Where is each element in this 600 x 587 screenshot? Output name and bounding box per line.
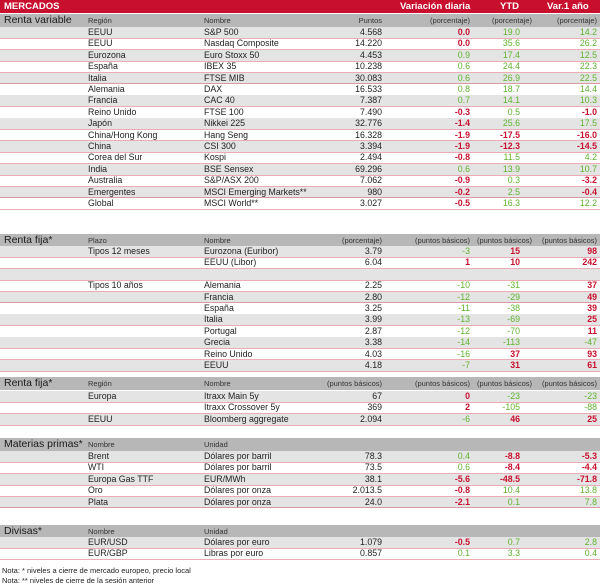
row-one-year: 242 [582,257,597,268]
row-one-year: -88 [584,402,597,413]
row-value: 73.5 [364,462,382,473]
row-divider [0,425,600,426]
row-name: Hang Seng [204,129,249,140]
row-name: FTSE 100 [204,106,244,117]
row-one-year: -23 [584,391,597,401]
row-name: Euro Stoxx 50 [204,49,260,60]
row-name: BSE Sensex [204,163,254,174]
row-value: 24.0 [364,496,382,507]
row-value: 4.03 [364,348,382,359]
row-daily-change: 0.4 [457,451,470,461]
row-value: 2.494 [359,152,382,163]
table-row [0,61,600,72]
table-row [0,27,600,38]
row-value: 0.857 [359,548,382,559]
row-daily-change: -11 [457,303,470,313]
row-value: 4.18 [364,360,382,370]
row-name: Dólares por barril [204,451,272,461]
row-label: Reino Unido [88,106,137,117]
renta-fija-tipos-col-header: Plazo [88,236,107,245]
row-daily-change: -7 [462,360,470,370]
row-daily-change: -0.5 [454,537,470,547]
renta-fija-tipos-col-header: (porcentaje) [341,236,382,245]
row-value: 7.490 [359,106,382,117]
table-row [0,292,600,303]
row-name: Dólares por euro [204,537,270,547]
row-value: 67 [372,391,382,401]
renta-fija-tipos-col-header: Nombre [204,236,231,245]
row-ytd: 14.1 [502,95,520,106]
row-label: Italia [88,72,107,83]
row-name: EEUU [204,360,229,370]
table-row [0,152,600,163]
row-one-year: 93 [587,348,597,359]
row-daily-change: -0.8 [454,485,470,496]
row-value: 2.80 [364,291,382,302]
renta-variable-header [0,14,600,27]
row-value: 1.079 [359,537,382,547]
row-name: CAC 40 [204,95,235,106]
row-divider [0,507,600,508]
renta-fija-credito-col-header: (puntos básicos) [541,379,597,388]
daily-change-header: Variación diaria [400,1,471,12]
table-row [0,451,600,462]
row-daily-change: -0.8 [454,152,470,163]
markets-header-bar [0,0,600,13]
row-value: 4.568 [359,27,382,37]
row-one-year: 22.5 [579,72,597,83]
row-value: 6.04 [364,257,382,268]
row-one-year: 13.8 [579,485,597,496]
row-name: IBEX 35 [204,61,237,72]
row-label: Plata [88,496,109,507]
renta-variable-col-header: (porcentaje) [556,16,597,25]
row-value: 3.25 [364,303,382,313]
table-row [0,474,600,485]
row-daily-change: 0.6 [457,72,470,83]
row-ytd: 19.0 [502,27,520,37]
row-label: Brent [88,451,110,461]
table-row [0,314,600,325]
row-ytd: 10.4 [502,485,520,496]
row-name: Italia [204,314,223,325]
row-ytd: 46 [510,413,520,424]
row-daily-change: -0.9 [454,175,470,186]
renta-variable-col-header: Nombre [204,16,231,25]
row-name: Nikkei 225 [204,118,246,129]
row-ytd: 0.1 [507,496,520,507]
table-row [0,497,600,508]
row-name: Libras por euro [204,548,264,559]
row-ytd: 15 [510,246,520,256]
row-daily-change: -0.3 [454,106,470,117]
row-one-year: 49 [587,291,597,302]
row-value: 16.533 [355,84,382,94]
row-daily-change: -3 [462,246,470,256]
row-daily-change: -6 [462,413,470,424]
row-label: China [88,141,111,151]
row-value: 3.394 [359,141,382,151]
row-name: Itraxx Main 5y [204,391,259,401]
row-label: Eurozona [88,49,126,60]
row-value: 10.238 [355,61,382,72]
row-label: China/Hong Kong [88,129,158,140]
row-value: 4.453 [359,49,382,60]
renta-variable-col-header: (porcentaje) [491,16,532,25]
row-one-year: -0.4 [581,186,597,197]
row-daily-change: 0.1 [457,548,470,559]
row-label: Australia [88,175,123,186]
row-label: EEUU [88,27,113,37]
row-name: CSI 300 [204,141,236,151]
row-name: S&P/ASX 200 [204,175,259,186]
row-label: Europa Gas TTF [88,473,154,484]
row-ytd: 2.5 [507,186,520,197]
row-daily-change: -14 [457,337,470,348]
row-one-year: -47 [584,337,597,348]
row-daily-change: 0.0 [457,27,470,37]
table-row [0,349,600,360]
renta-variable-title: Renta variable [4,14,72,26]
row-daily-change: 0.0 [457,38,470,49]
row-label: Alemania [88,84,125,94]
one-year-header: Var.1 año [547,1,589,12]
table-row [0,187,600,198]
row-one-year: 7.8 [584,496,597,507]
renta-variable-col-header: Puntos [358,16,382,25]
row-name: MSCI World** [204,198,259,208]
row-one-year: 26.2 [579,38,597,49]
renta-variable-col-header: Región [88,16,112,25]
row-daily-change: 0.7 [457,95,470,106]
divisas-title: Divisas* [4,525,42,537]
row-value: 2.094 [359,413,382,424]
row-name: Itraxx Crossover 5y [204,402,280,413]
row-one-year: 37 [587,280,597,291]
row-daily-change: -0.2 [454,186,470,197]
row-label: Emergentes [88,186,136,197]
row-one-year: -14.5 [576,141,597,151]
row-name: Portugal [204,325,237,336]
table-row [0,280,600,291]
row-label: EEUU [88,413,113,424]
row-name: Kospi [204,152,227,163]
row-daily-change: -10 [457,280,470,291]
table-row [0,84,600,95]
row-ytd: -17.5 [499,129,520,140]
ytd-header: YTD [500,1,519,12]
renta-fija-credito-col-header: (puntos básicos) [476,379,532,388]
row-one-year: 10.3 [579,95,597,106]
row-daily-change: -1.9 [454,141,470,151]
row-value: 78.3 [364,451,382,461]
row-name: MSCI Emerging Markets** [204,186,307,197]
row-ytd: -8.4 [504,462,520,473]
table-row [0,360,600,371]
row-one-year: 2.8 [584,537,597,547]
renta-fija-tipos-col-header: (puntos básicos) [541,236,597,245]
row-daily-change: 0.6 [457,61,470,72]
row-label: Corea del Sur [88,152,143,163]
renta-fija-credito-col-header: (puntos básicos) [326,379,382,388]
table-row [0,548,600,559]
row-daily-change: -12 [457,291,470,302]
row-name: Dólares por barril [204,462,272,473]
row-one-year: 22.3 [579,61,597,72]
divisas-col-header: Unidad [204,527,228,536]
row-one-year: -16.0 [576,129,597,140]
row-ytd: 17.4 [502,49,520,60]
row-ytd: 3.3 [507,548,520,559]
row-one-year: 98 [587,246,597,256]
row-value: 2.25 [364,280,382,291]
row-label: España [88,61,118,72]
row-daily-change: 0.9 [457,49,470,60]
row-ytd: 35.6 [502,38,520,49]
row-value: 3.79 [364,246,382,256]
row-value: 30.083 [355,72,382,83]
row-value: 69.296 [355,163,382,174]
row-ytd: -70 [507,325,520,336]
materias-primas-col-header: Nombre [88,440,115,449]
row-daily-change: -0.5 [454,198,470,208]
footnote-1: Nota: * niveles a cierre de mercado europeo, precio local [2,566,191,575]
row-ytd: -38 [507,303,520,313]
divisas-col-header: Nombre [88,527,115,536]
table-row [0,303,600,314]
row-divider [0,371,600,372]
row-label: Francia [88,95,118,106]
row-value: 980 [367,186,382,197]
row-one-year: 11 [587,325,597,336]
row-one-year: -3.2 [581,175,597,186]
row-ytd: -113 [503,337,520,348]
table-row [0,164,600,175]
markets-title: MERCADOS [4,1,60,12]
row-daily-change: -13 [457,314,470,325]
row-ytd: 0.5 [507,106,520,117]
row-daily-change: -1.4 [454,118,470,129]
row-one-year: -1.0 [581,106,597,117]
row-ytd: 0.7 [507,537,520,547]
row-ytd: 13.9 [502,163,520,174]
row-label: WTI [88,462,105,473]
row-daily-change: -1.9 [454,129,470,140]
table-row [0,269,600,280]
row-label: Tipos 10 años [88,280,143,291]
row-label: Tipos 12 meses [88,246,150,256]
row-name: FTSE MIB [204,72,245,83]
row-name: España [204,303,234,313]
row-ytd: 10 [510,257,520,268]
row-daily-change: -5.6 [454,473,470,484]
row-ytd: 24.4 [502,61,520,72]
row-divider [0,559,600,560]
row-divider [0,209,600,210]
table-row [0,38,600,49]
row-value: 3.99 [364,314,382,325]
row-label: Japón [88,118,112,129]
row-one-year: 12.5 [579,49,597,60]
row-value: 3.38 [364,337,382,348]
row-one-year: 14.2 [579,27,597,37]
table-row [0,95,600,106]
row-ytd: -12.3 [499,141,520,151]
row-label: India [88,163,108,174]
row-daily-change: 0.8 [457,84,470,94]
row-ytd: 11.5 [503,152,520,163]
row-value: 2.87 [364,325,382,336]
row-label: Oro [88,485,103,496]
renta-fija-tipos-col-header: (puntos básicos) [414,236,470,245]
materias-primas-title: Materias primas* [4,438,83,450]
renta-fija-credito-title: Renta fija* [4,377,53,389]
materias-primas-col-header: Unidad [204,440,228,449]
row-ytd: -69 [507,314,520,325]
row-one-year: 25 [587,413,597,424]
row-one-year: 12.2 [579,198,597,208]
table-row [0,485,600,496]
row-ytd: -105 [502,402,520,413]
table-row [0,537,600,548]
row-name: S&P 500 [204,27,239,37]
table-row [0,402,600,413]
table-row [0,130,600,141]
row-daily-change: 0.6 [457,462,470,473]
row-name: Dólares por onza [204,485,271,496]
renta-variable-col-header: (porcentaje) [429,16,470,25]
row-daily-change: -2.1 [454,496,470,507]
renta-fija-tipos-title: Renta fija* [4,234,53,246]
table-row [0,73,600,84]
table-row [0,198,600,209]
row-one-year: 0.4 [584,548,597,559]
table-row [0,141,600,152]
row-one-year: 39 [587,303,597,313]
row-name: Grecia [204,337,230,348]
row-one-year: 14.4 [579,84,597,94]
row-ytd: 16.3 [502,198,520,208]
row-label: Europa [88,391,117,401]
row-name: EEUU (Libor) [204,257,257,268]
row-name: DAX [204,84,223,94]
row-ytd: 18.7 [502,84,520,94]
row-one-year: -5.3 [581,451,597,461]
row-value: 3.027 [359,198,382,208]
table-row [0,107,600,118]
row-value: 32.776 [355,118,382,129]
row-name: Alemania [204,280,241,291]
table-row [0,391,600,402]
row-value: 369 [367,402,382,413]
row-ytd: -48.5 [499,473,520,484]
table-row [0,118,600,129]
table-row [0,462,600,473]
row-one-year: -4.4 [581,462,597,473]
row-name: Eurozona (Euribor) [204,246,279,256]
row-value: 7.387 [359,95,382,106]
row-value: 16.328 [355,129,382,140]
row-one-year: 17.5 [579,118,597,129]
renta-fija-credito-col-header: (puntos básicos) [414,379,470,388]
footnote-2: Nota: ** niveles de cierre de la sesión anterior [2,576,155,585]
renta-fija-credito-col-header: Región [88,379,112,388]
row-daily-change: 1 [465,257,470,268]
row-daily-change: 2 [465,402,470,413]
row-ytd: 37 [510,348,520,359]
table-row [0,246,600,257]
row-daily-change: 0.6 [457,163,470,174]
row-value: 7.062 [359,175,382,186]
row-name: Nasdaq Composite [204,38,279,49]
row-ytd: -29 [507,291,520,302]
row-label: EUR/USD [88,537,128,547]
row-ytd: -31 [507,280,520,291]
row-one-year: 25 [587,314,597,325]
row-name: Francia [204,291,234,302]
row-daily-change: -16 [457,348,470,359]
row-label: EUR/GBP [88,548,128,559]
row-label: EEUU [88,38,113,49]
row-ytd: 25.6 [502,118,520,129]
row-name: Dólares por onza [204,496,271,507]
row-daily-change: 0 [465,391,470,401]
row-ytd: 31 [510,360,520,370]
row-value: 14.220 [355,38,382,49]
materias-primas-header [0,438,600,451]
row-label: Global [88,198,114,208]
table-row [0,337,600,348]
row-name: Bloomberg aggregate [204,413,289,424]
row-value: 38.1 [364,473,382,484]
row-name: Reino Unido [204,348,253,359]
table-row [0,414,600,425]
table-row [0,50,600,61]
row-one-year: -71.8 [576,473,597,484]
table-row [0,257,600,268]
row-one-year: 10.7 [579,163,597,174]
row-ytd: -23 [507,391,520,401]
table-row [0,175,600,186]
row-ytd: -8.8 [504,451,520,461]
row-daily-change: -12 [457,325,470,336]
renta-fija-credito-header [0,377,600,390]
row-ytd: 0.3 [507,175,520,186]
row-one-year: 4.2 [584,152,597,163]
renta-fija-credito-col-header: Nombre [204,379,231,388]
row-name: EUR/MWh [204,473,246,484]
table-row [0,326,600,337]
row-value: 2.013.5 [352,485,382,496]
renta-fija-tipos-col-header: (puntos básicos) [476,236,532,245]
row-one-year: 61 [587,360,597,370]
row-ytd: 26.9 [502,72,520,83]
